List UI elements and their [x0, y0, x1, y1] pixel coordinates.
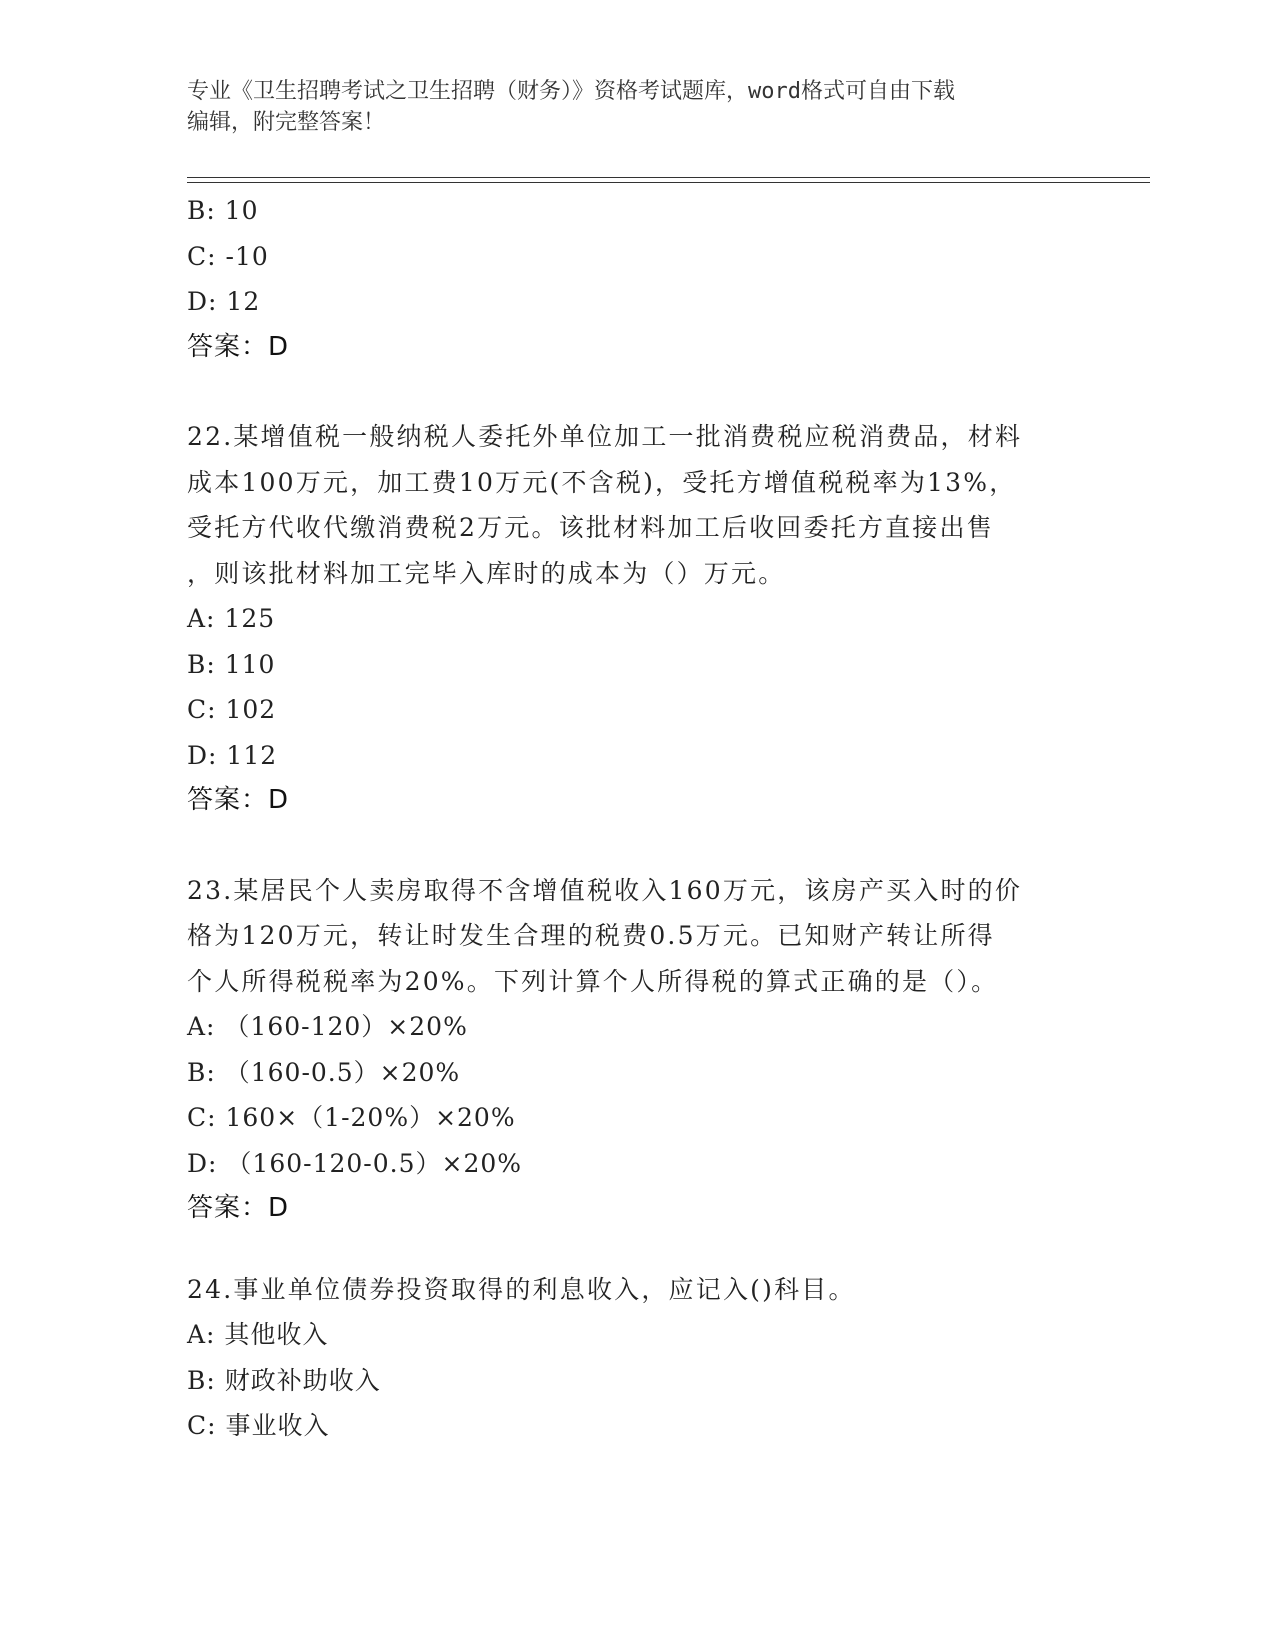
question-text-line: 受托方代收代缴消费税2万元。该批材料加工后收回委托方直接出售 — [187, 513, 994, 542]
answer-label: 答案：D — [187, 785, 290, 815]
question-text-line: 成本100万元，加工费10万元(不含税)，受托方增值税税率为13%， — [187, 467, 1017, 497]
header-line-1: 专业《卫生招聘考试之卫生招聘（财务）》资格考试题库，word格式可自由下载 — [187, 79, 955, 104]
option-b: B: 110 — [187, 649, 276, 679]
option-a: A: （160-120）×20% — [187, 1012, 468, 1041]
question-text-line: 个人所得税税率为20%。下列计算个人所得税的算式正确的是（）。 — [187, 966, 999, 996]
question-text-line: 23.某居民个人卖房取得不含增值税收入160万元，该房产买入时的价 — [187, 875, 1023, 905]
option-c: C: 160×（1-20%）×20% — [187, 1103, 516, 1132]
option-b: B: 财政补助收入 — [187, 1365, 381, 1395]
option-d: D: 12 — [187, 287, 261, 316]
option-c: C: 事业收入 — [187, 1411, 330, 1440]
header-divider-bottom — [187, 182, 1150, 183]
answer-label: 答案：D — [187, 331, 290, 362]
header-divider-top — [187, 177, 1150, 178]
question-text-line: 22.某增值税一般纳税人委托外单位加工一批消费税应税消费品，材料 — [187, 422, 1023, 451]
question-text-line: 格为120万元，转让时发生合理的税费0.5万元。已知财产转让所得 — [187, 921, 995, 950]
spacer — [187, 370, 1087, 414]
document-header — [187, 76, 1067, 138]
option-b: B: （160-0.5）×20% — [187, 1057, 461, 1087]
option-a: A: 其他收入 — [187, 1320, 329, 1349]
question-24 — [187, 1267, 1087, 1449]
question-21-tail — [187, 188, 1087, 370]
answer-label: 答案：D — [187, 1193, 290, 1223]
question-text-line: ，则该批材料加工完毕入库时的成本为（）万元。 — [187, 558, 786, 588]
question-23 — [187, 868, 1087, 1232]
question-22 — [187, 414, 1087, 824]
option-d: D: 112 — [187, 740, 278, 770]
spacer — [187, 1232, 1087, 1267]
option-c: C: -10 — [187, 241, 269, 271]
question-content — [187, 188, 1087, 1449]
option-b: B: 10 — [187, 196, 259, 225]
header-line-2: 编辑，附完整答案！ — [187, 110, 386, 135]
spacer — [187, 824, 1087, 868]
question-text-line: 24.事业单位债券投资取得的利息收入，应记入()科目。 — [187, 1274, 856, 1304]
option-a: A: 125 — [187, 604, 276, 633]
option-c: C: 102 — [187, 695, 277, 724]
option-d: D: （160-120-0.5）×20% — [187, 1148, 523, 1178]
